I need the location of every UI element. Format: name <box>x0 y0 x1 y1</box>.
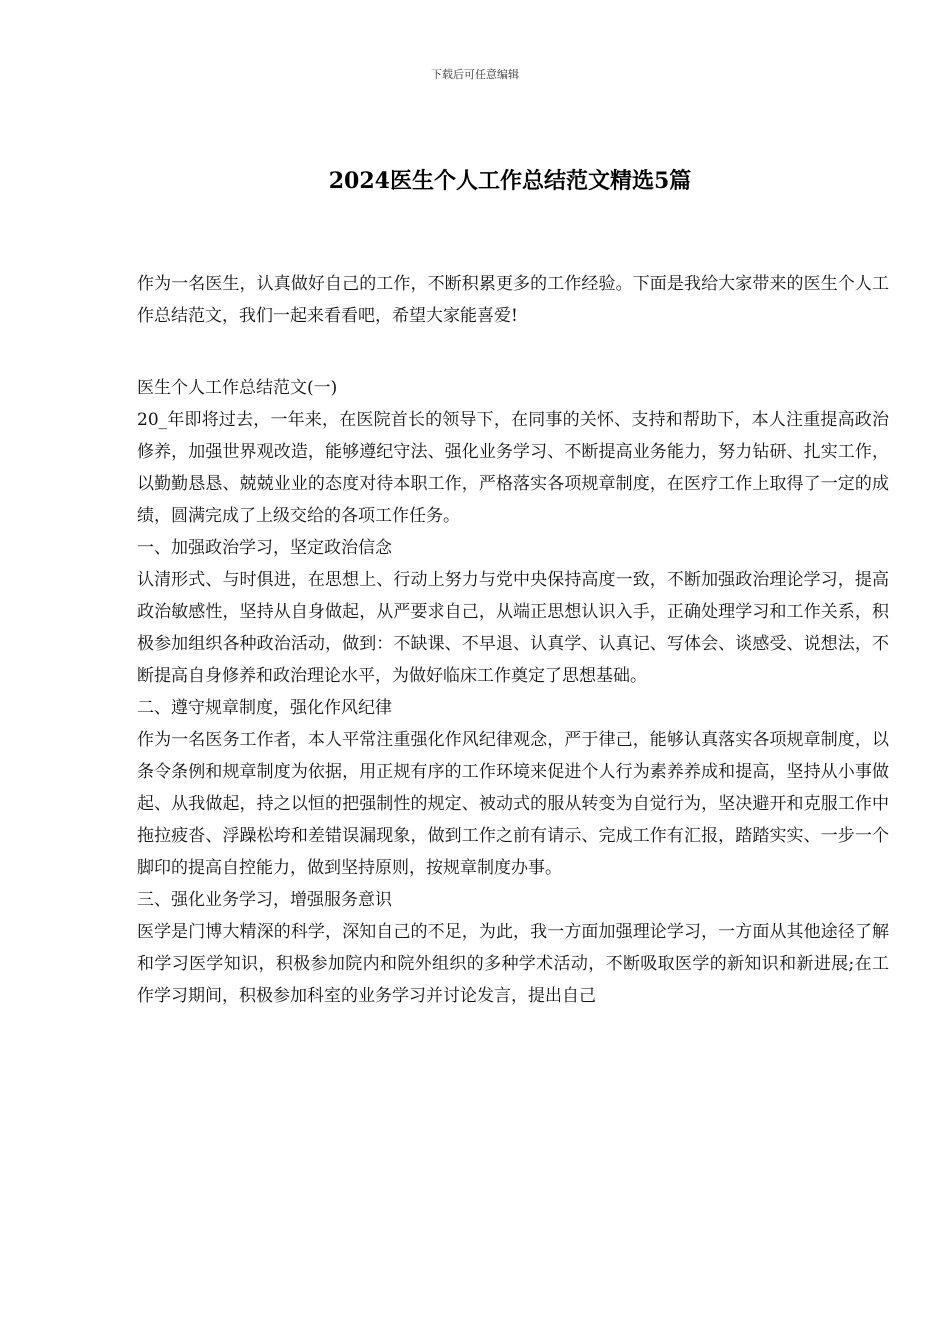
intro-paragraph: 作为一名医生，认真做好自己的工作，不断积累更多的工作经验。下面是我给大家带来的医生个人工作总结范文，我们一起来看看吧，希望大家能喜爱! <box>137 274 889 326</box>
paragraph-1: 认清形式、与时俱进，在思想上、行动上努力与党中央保持高度一致，不断加强政治理论学习，提高政治敏感性，坚持从自身做起，从严要求自己，从端正思想认识入手，正确处理学习和工作关系，积极参加组织各种政治活动，做到：不缺课、不早退、认真学、认真记、写体会、谈感受、说想法，不断提高自身修养和政治理论水平，为做好临床工作奠定了思想基础。 <box>137 570 889 686</box>
document-title: 2024医生个人工作总结范文精选5篇 <box>328 168 692 194</box>
heading-2: 二、遵守规章制度，强化作风纪律 <box>137 698 392 718</box>
heading-3: 三、强化业务学习，增强服务意识 <box>137 890 392 910</box>
paragraph-2: 作为一名医务工作者，本人平常注重强化作风纪律观念，严于律己，能够认真落实各项规章制度，以条令条例和规章制度为依据，用正规有序的工作环境来促进个人行为素养养成和提高，坚持从小事做起、从我做起，持之以恒的把强制性的规定、被动式的服从转变为自觉行为，坚决避开和克服工作中拖拉疲沓、浮躁松垮和差错误漏现象，做到工作之前有请示、完成工作有汇报，踏踏实实、一步一个脚印的提高自控能力，做到坚持原则，按规章制度办事。 <box>137 730 889 878</box>
section-title: 医生个人工作总结范文(一) <box>137 378 338 398</box>
heading-1: 一、加强政治学习，坚定政治信念 <box>137 538 392 558</box>
header-note: 下载后可任意编辑 <box>431 68 519 81</box>
paragraph-3: 医学是门博大精深的科学，深知自己的不足，为此，我一方面加强理论学习，一方面从其他途径了解和学习医学知识，积极参加院内和院外组织的多种学术活动，不断吸取医学的新知识和新进展;在工作学习期间，积极参加科室的业务学习并讨论发言，提出自己 <box>137 922 889 1006</box>
opening-paragraph: 20_年即将过去，一年来，在医院首长的领导下，在同事的关怀、支持和帮助下，本人注重提高政治修养，加强世界观改造，能够遵纪守法、强化业务学习、不断提高业务能力，努力钻研、扎实工作，以勤勤恳恳、兢兢业业的态度对待本职工作，严格落实各项规章制度，在医疗工作上取得了一定的成绩，圆满完成了上级交给的各项工作任务。 <box>137 410 889 526</box>
document-body <box>137 268 889 1012</box>
